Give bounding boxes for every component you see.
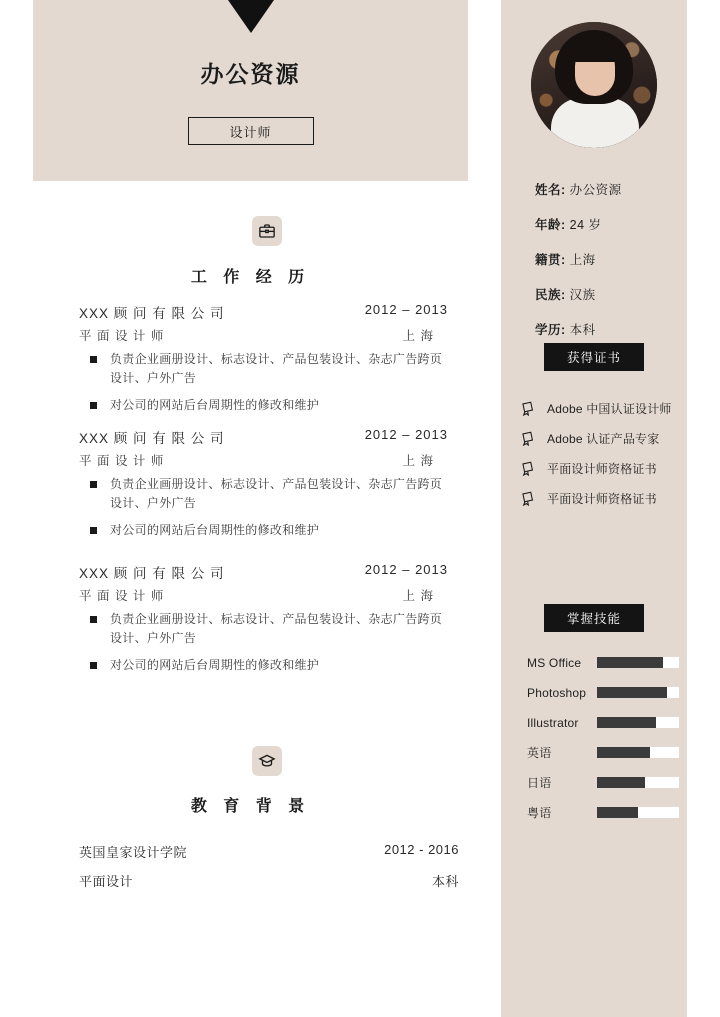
header-band — [33, 0, 468, 181]
profile-value: 汉族 — [569, 288, 596, 302]
skill-fill — [597, 807, 638, 818]
profile-key: 籍贯: — [535, 253, 566, 267]
profile-row — [535, 215, 685, 233]
skill-bar — [597, 807, 679, 818]
education-degree: 本科 — [431, 874, 459, 889]
avatar — [531, 22, 657, 148]
list-item: 对公司的网站后台周期性的修改和维护 — [90, 396, 450, 415]
skill-label: MS Office — [527, 656, 582, 670]
skill-fill — [597, 777, 645, 788]
certificates-heading-button[interactable]: 获得证书 — [544, 343, 644, 371]
avatar-fringe — [571, 42, 619, 62]
profile-row — [535, 320, 685, 338]
profile-key: 民族: — [535, 288, 566, 302]
work-org: XXX 顾 问 有 限 公 司 — [79, 566, 225, 581]
profile-value: 24 岁 — [569, 218, 602, 232]
list-item — [519, 430, 689, 460]
education-school-row — [79, 842, 459, 861]
skill-label: 粤语 — [527, 806, 552, 820]
skill-row — [527, 715, 679, 745]
profile-key: 学历: — [535, 323, 566, 337]
skill-bar — [597, 747, 679, 758]
skill-label: Photoshop — [527, 686, 587, 700]
education-major: 平面设计 — [79, 874, 134, 889]
list-item: 负责企业画册设计、标志设计、产品包装设计、杂志广告跨页设计、户外广告 — [90, 350, 450, 388]
work-city: 上 海 — [402, 454, 434, 468]
profile-key: 姓名: — [535, 183, 566, 197]
skill-bar — [597, 657, 679, 668]
skill-bar — [597, 777, 679, 788]
work-years: 2012 – 2013 — [364, 302, 448, 317]
certificate-icon — [521, 491, 537, 507]
work-years: 2012 – 2013 — [364, 427, 448, 442]
profile-value: 办公资源 — [569, 183, 622, 197]
certificates-list — [519, 400, 689, 520]
profile-info-list — [535, 180, 685, 355]
section-title-work: 工 作 经 历 — [190, 269, 311, 286]
profile-row — [535, 285, 685, 303]
skill-row — [527, 805, 679, 835]
profile-value: 上海 — [569, 253, 596, 267]
profile-row — [535, 180, 685, 198]
role-badge: 设计师 — [188, 117, 314, 145]
graduation-cap-icon — [252, 746, 282, 776]
certificate-label: Adobe 认证产品专家 — [547, 432, 660, 446]
skill-row — [527, 655, 679, 685]
certificate-label: 平面设计师资格证书 — [547, 492, 657, 506]
triangle-marker — [228, 0, 274, 33]
work-position: 平 面 设 计 师 — [79, 454, 165, 468]
work-org: XXX 顾 问 有 限 公 司 — [79, 431, 225, 446]
skill-fill — [597, 717, 656, 728]
skill-row — [527, 685, 679, 715]
profile-key: 年龄: — [535, 218, 566, 232]
work-position: 平 面 设 计 师 — [79, 589, 165, 603]
avatar-body — [551, 98, 639, 148]
page-title: 办公资源 — [200, 61, 301, 87]
work-bullets — [90, 475, 450, 548]
profile-value: 本科 — [569, 323, 596, 337]
profile-row — [535, 250, 685, 268]
right-sidebar — [501, 0, 687, 1017]
list-item: 对公司的网站后台周期性的修改和维护 — [90, 521, 450, 540]
list-item: 负责企业画册设计、标志设计、产品包装设计、杂志广告跨页设计、户外广告 — [90, 610, 450, 648]
certificate-icon — [521, 401, 537, 417]
certificate-label: 平面设计师资格证书 — [547, 462, 657, 476]
list-item — [519, 490, 689, 520]
skill-label: 日语 — [527, 776, 552, 790]
education-years: 2012 - 2016 — [384, 842, 459, 857]
section-title-education: 教 育 背 景 — [190, 798, 311, 815]
skill-fill — [597, 687, 667, 698]
work-years: 2012 – 2013 — [364, 562, 448, 577]
skill-row — [527, 745, 679, 775]
education-major-row — [79, 871, 459, 890]
list-item — [519, 400, 689, 430]
skill-fill — [597, 747, 650, 758]
work-bullets — [90, 350, 450, 423]
skill-bar — [597, 717, 679, 728]
left-column — [33, 0, 501, 1017]
list-item — [519, 460, 689, 490]
skill-label: Illustrator — [527, 716, 579, 730]
list-item: 负责企业画册设计、标志设计、产品包装设计、杂志广告跨页设计、户外广告 — [90, 475, 450, 513]
list-item: 对公司的网站后台周期性的修改和维护 — [90, 656, 450, 675]
work-bullets — [90, 610, 450, 683]
work-city: 上 海 — [402, 329, 434, 343]
certificate-icon — [521, 431, 537, 447]
briefcase-icon — [252, 216, 282, 246]
skill-row — [527, 775, 679, 805]
skills-list — [527, 655, 679, 835]
work-city: 上 海 — [402, 589, 434, 603]
work-org: XXX 顾 问 有 限 公 司 — [79, 306, 225, 321]
certificate-label: Adobe 中国认证设计师 — [547, 402, 672, 416]
work-position: 平 面 设 计 师 — [79, 329, 165, 343]
education-school: 英国皇家设计学院 — [79, 845, 188, 860]
skill-label: 英语 — [527, 746, 552, 760]
skills-heading-button[interactable]: 掌握技能 — [544, 604, 644, 632]
skill-fill — [597, 657, 663, 668]
skill-bar — [597, 687, 679, 698]
certificate-icon — [521, 461, 537, 477]
